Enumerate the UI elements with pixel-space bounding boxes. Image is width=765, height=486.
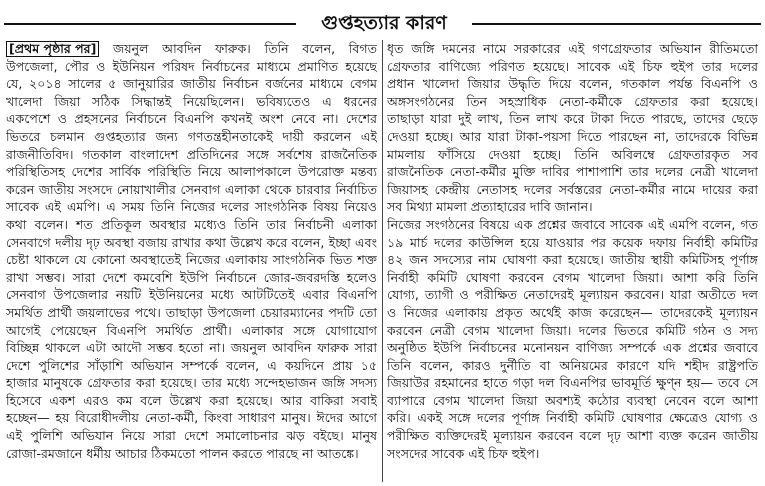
article-line: সংসদের সাবেক এই চিফ হুইপ।: [387, 445, 540, 461]
article-line: হিসেবে একশ এরও কম বলে উল্লেখ করা হয়েছে। আর বাকিরা সবাই: [6, 392, 377, 408]
article-line: মামলায় ফাঁসিয়ে দেওয়া হচ্ছে। তিনি অবিলম্বে গ্রেফতারকৃত সব: [387, 146, 758, 162]
article-line: অঙ্গসংগঠনের তিন সহস্রাধিক নেতা-কর্মীকে গ্রেফতার করা হয়েছে।: [387, 93, 758, 109]
article-line: আগেই পেয়েছেন বিএনপি সমর্থিত প্রার্থী। এলাকার সঙ্গে যোগাযোগ: [6, 322, 377, 338]
article-line: ভিতরে চলমান গুপ্তহত্যার জন্য গণতন্ত্রহীনতাকেই দায়ী করলেন এই: [6, 128, 377, 144]
article-line: [6, 40, 377, 58]
article-line: তাছাড়া যারা দুই লাখ, তিন লাখ করে টাকা দিতে পারছে, তাদের ছেড়ে: [387, 111, 758, 127]
article-line: পরীক্ষিত ব্যক্তিদেরই মূল্যায়ন করবেন বলে দৃঢ় আশা ব্যক্ত করেন জাতীয়: [387, 428, 758, 444]
headline-box: [296, 7, 472, 39]
article-line: সমর্থিত প্রার্থী জয়লাভের পথে। তাছাড়া উপজেলা চেয়ারম্যানের পদটি তো: [6, 304, 377, 320]
article-line: রাখা সম্ভব। সারা দেশে কমবেশি ইউপি নির্বাচনে জোর-জবরদস্তি হলেও: [6, 269, 377, 285]
article-line: ৪২ জন সদস্যের নাম ঘোষণা করা হয়েছে। জাতীয় স্থায়ী কমিটিসহ পূর্ণাঙ্গ: [387, 252, 758, 268]
article-line: নিজের সংগঠনের বিষয়ে এক প্রশ্নের জবাবে সাবেক এই এমপি বলেন, গত: [387, 216, 758, 232]
article-line: করি। একই সঙ্গে দলের পূর্ণাঙ্গ নির্বাহী কমিটি ঘোষণার ক্ষেত্রেও যোগ্য ও: [387, 410, 758, 426]
article-column-right: [387, 40, 758, 482]
article-line: রোজা-রমজানে ধর্মীয় আচার ঠিকমতো পালন করতে পারছে না আতঙ্কে।: [6, 445, 359, 461]
article-line: করবেন নেত্রী বেগম খালেদা জিয়া। দলের ভিতরে কমিটি গঠন ও সদ্য: [387, 322, 758, 338]
article-line: পরিস্থিতিসহ দেশের সার্বিক পরিস্থিতি নিয়ে আলাপকালে উপরোক্ত মন্তব্য: [6, 164, 377, 180]
article-line: ও নিজের এলাকায় প্রকৃত অর্থেই কাজ করেছেন— তাদেরকেই মূল্যায়ন: [387, 304, 758, 320]
article-line: এই পুলিশি অভিযান নিয়ে সারা দেশে সমালোচনার ঝড় বইছে। মানুষ: [6, 428, 377, 444]
article-line: অনুষ্ঠিত ইউপি নির্বাচনের মনোনয়ন বাণিজ্য সম্পর্কে এক প্রশ্নের জবাবে: [387, 340, 758, 356]
article-line: যোগ্য, ত্যাগী ও পরীক্ষিত নেতাদেরই মূল্যায়ন করবেন। যারা অতীতে দল: [387, 287, 758, 303]
article-line: বিচ্ছিন্ন থাকলে এটা আদৌ সম্ভব হতো না। জয়নুল আবদিন ফারুক সারা: [6, 340, 377, 356]
article-line: করেন জাতীয় সংসদে নোয়াখালীর সেনবাগ এলাকা থেকে চারবার নির্বাচিত: [6, 181, 377, 197]
article-line-text: জয়নুল আবদিন ফারুক। তিনি বলেন, বিগত: [99, 41, 377, 56]
article-line: জিয়াউর রহমানের হাতে গড়া দল বিএনপির ভাবমূর্তি ক্ষুণ্ন হয়— তবে সে: [387, 375, 758, 391]
article-line: ১৯ মার্চ দলের কাউন্সিল হয়ে যাওয়ার পর কয়েক দফায় নির্বাহী কমিটির: [387, 234, 758, 250]
article-line: হচ্ছেন— হয় বিরোধীদলীয় নেতা-কর্মী, কিংবা সাধারণ মানুষ। ঈদের আগে: [6, 410, 377, 426]
article-line: দেওয়া হচ্ছে। আর যারা টাকা-পয়সা দিতে পারছেন না, তাদেরকে বিভিন্ন: [387, 128, 758, 144]
column-divider: [382, 40, 383, 482]
headline: গুপ্তহত্যার কারণ: [321, 12, 447, 34]
article-line: উপজেলা, পৌর ও ইউনিয়ন পরিষদ নির্বাচনের মাধ্যমে প্রমাণিত হয়েছে: [6, 58, 377, 74]
article-column-left: [6, 40, 377, 482]
article-line: সাবেক এই এমপি। এ সময় তিনি নিজের দলের সাংগঠনিক বিষয় নিয়েও: [6, 199, 377, 215]
kicker-label: [প্রথম পৃষ্ঠার পর]: [6, 41, 99, 57]
article-line: প্রধান খালেদা জিয়ার উদ্ধৃতি দিয়ে বলেন, গতকাল পর্যন্ত বিএনপি ও: [387, 76, 758, 92]
article-line: একপেশে ও প্রহসনের নির্বাচনে বিএনপি কখনই অংশ নেবে না। দেশের: [6, 111, 377, 127]
article-line: সেনবাগ উপজেলার নয়টি ইউনিয়নের মধ্যে আটটিতেই এবার বিএনপি: [6, 287, 377, 303]
article-line: রাজনৈতিক নেতা-কর্মীর মুক্তি দাবির পাশাপাশি তার দলের নেত্রী খালেদা: [387, 164, 758, 180]
article-line: নির্বাহী কমিটি ঘোষণা করবেন বেগম খালেদা জিয়া। আশা করি তিনি: [387, 269, 758, 285]
article-line: গ্রেফতার বাণিজ্যে পরিণত হয়েছে। সাবেক এই চিফ হুইপ তার দলের: [387, 58, 758, 74]
article-line: ধৃত জঙ্গি দমনের নামে সরকারের এই গণগ্রেফতার অভিযান রীতিমতো: [387, 41, 758, 56]
article-line: যে, ২০১৪ সালের ৫ জানুয়ারির জাতীয় নির্বাচন বর্জনের মাধ্যমে বেগম: [6, 76, 377, 92]
article-line: জিয়াসহ কেন্দ্রীয় নেতাসহ দলের সর্বস্তরের নেতা-কর্মীর নামে দায়ের করা: [387, 181, 758, 197]
article-line: চেষ্টা থাকলে যে কোনো অবস্থাতেই নিজের এলাকায় সাংগঠনিক ভিত শক্ত: [6, 252, 377, 268]
article-line: ব্যাপারে বেগম খালেদা জিয়া অবশ্যই কঠোর ব্যবস্থা নেবেন বলে আশা: [387, 392, 758, 408]
article-line: সব মিথ্যা মামলা প্রত্যাহারের দাবি জানান।: [387, 199, 593, 215]
article-line: সেনবাগে দলীয় দৃঢ় অবস্থা বজায় রাখার কথা উল্লেখ করে বলেন, ইচ্ছা এবং: [6, 234, 377, 250]
article-line: দেশে পুলিশের সাঁড়াশি অভিযান সম্পর্কে বলেন, এ কয়দিনে প্রায় ১৫: [6, 357, 377, 373]
article-line: তিনি বলেন, কারও দুর্নীতি বা অনিয়মের কারণে যদি শহীদ রাষ্ট্রপতি: [387, 357, 758, 373]
article-line: খালেদা জিয়া সঠিক সিদ্ধান্তই নিয়েছিলেন। ভবিষ্যতেও এ ধরনের: [6, 93, 377, 109]
article-line: হাজার মানুষকে গ্রেফতার করা হয়েছে। তার মধ্যে সন্দেহভাজন জঙ্গি সদস্য: [6, 375, 377, 391]
article-line: রাজনীতিবিদ। গতকাল বাংলাদেশ প্রতিদিনের সঙ্গে সর্বশেষ রাজনৈতিক: [6, 146, 377, 162]
article-line: কথা বলেন। শত প্রতিকূল অবস্থার মধ্যেও তিনি তার নির্বাচনী এলাকা: [6, 216, 377, 232]
